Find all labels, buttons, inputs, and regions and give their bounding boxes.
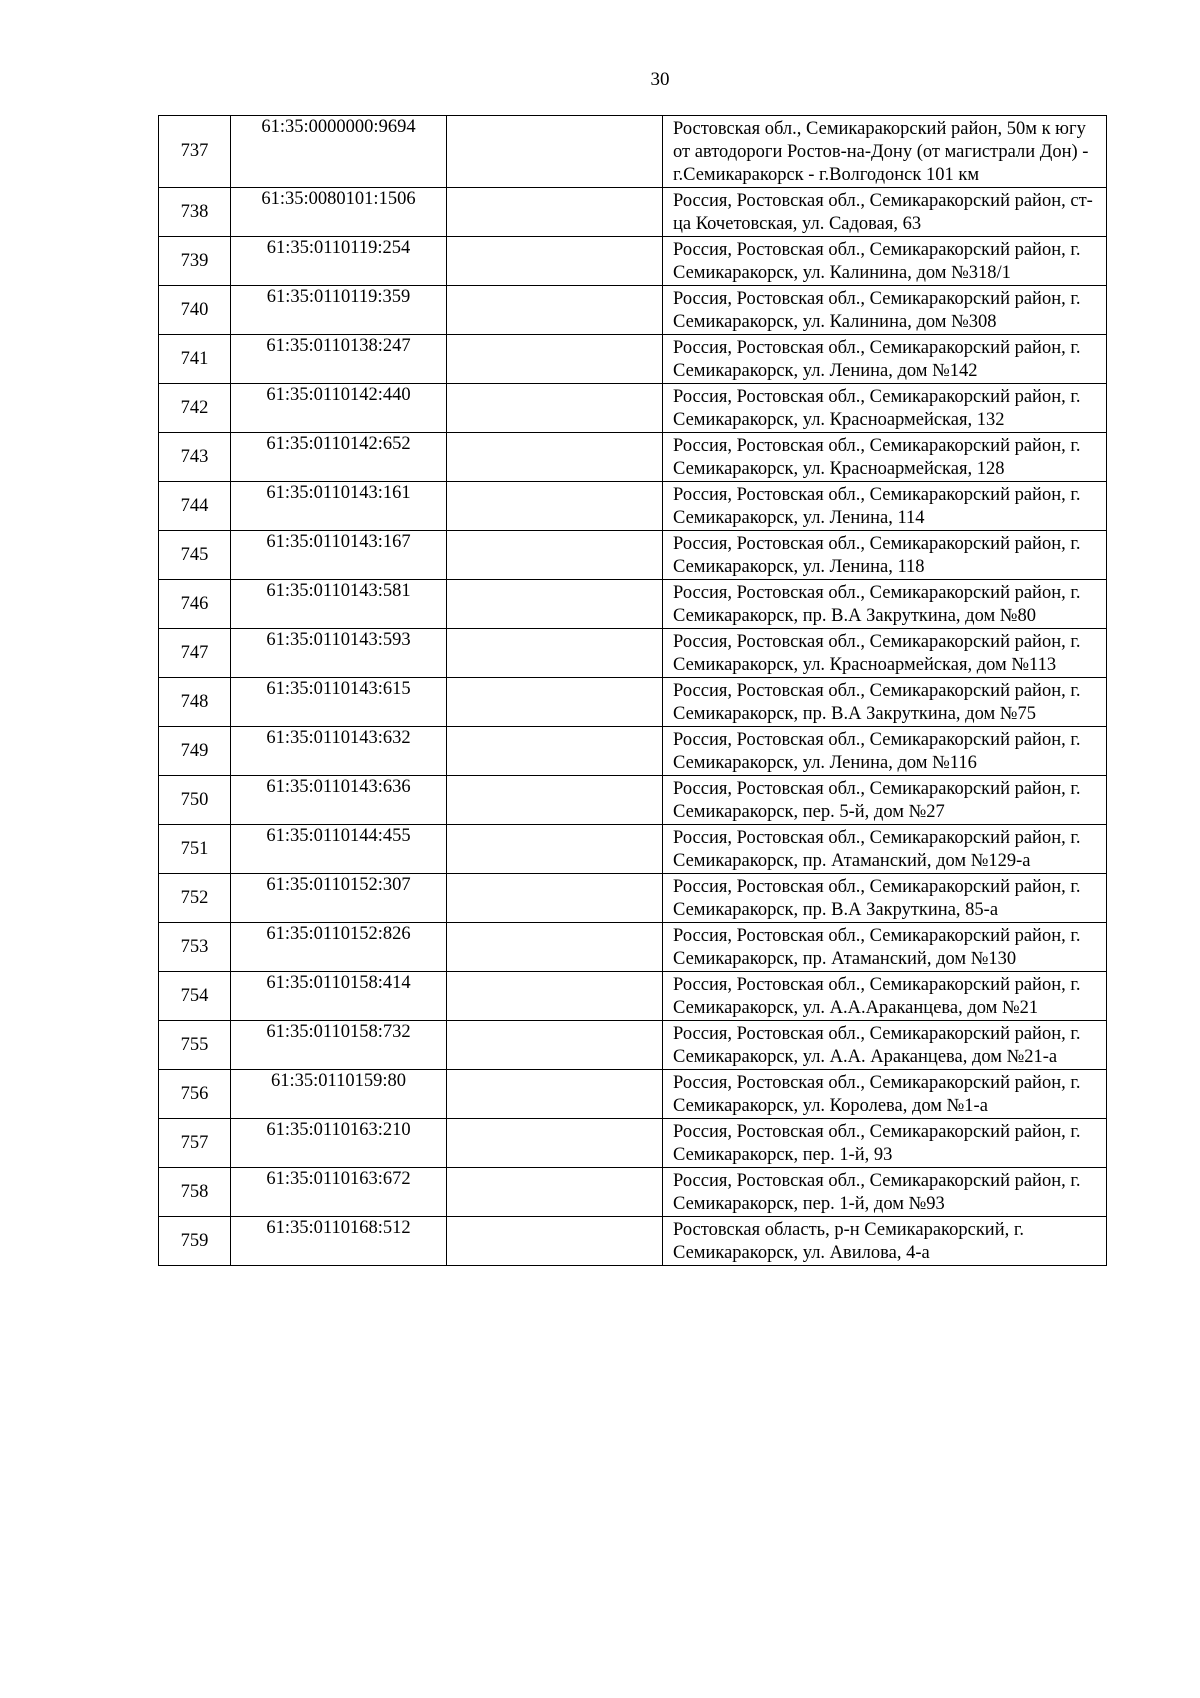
cadastral-number-cell: 61:35:0110143:581 bbox=[231, 580, 447, 629]
table-row bbox=[159, 727, 1107, 776]
row-number-cell: 758 bbox=[159, 1168, 231, 1217]
address-cell: Россия, Ростовская обл., Семикаракорский район, г. Семикаракорск, пр. Атаманский, дом №130 bbox=[663, 923, 1107, 972]
cadastral-number-cell: 61:35:0110143:593 bbox=[231, 629, 447, 678]
empty-cell bbox=[447, 237, 663, 286]
empty-cell bbox=[447, 482, 663, 531]
address-cell: Россия, Ростовская обл., Семикаракорский район, г. Семикаракорск, ул. Королева, дом №1-а bbox=[663, 1070, 1107, 1119]
table-row bbox=[159, 384, 1107, 433]
row-number-cell: 748 bbox=[159, 678, 231, 727]
cadastral-number-cell: 61:35:0080101:1506 bbox=[231, 188, 447, 237]
table-row bbox=[159, 482, 1107, 531]
empty-cell bbox=[447, 286, 663, 335]
empty-cell bbox=[447, 433, 663, 482]
cadastral-number-cell: 61:35:0110163:672 bbox=[231, 1168, 447, 1217]
table-row bbox=[159, 923, 1107, 972]
registry-table-body bbox=[159, 116, 1107, 1266]
row-number-cell: 755 bbox=[159, 1021, 231, 1070]
cadastral-number-cell: 61:35:0110152:307 bbox=[231, 874, 447, 923]
cadastral-number-cell: 61:35:0110119:359 bbox=[231, 286, 447, 335]
table-row bbox=[159, 1217, 1107, 1266]
page-number: 30 bbox=[650, 69, 670, 90]
row-number-cell: 741 bbox=[159, 335, 231, 384]
empty-cell bbox=[447, 1070, 663, 1119]
row-number-cell: 749 bbox=[159, 727, 231, 776]
empty-cell bbox=[447, 629, 663, 678]
address-cell: Россия, Ростовская обл., Семикаракорский район, г. Семикаракорск, пр. В.А Закруткина, дом №75 bbox=[663, 678, 1107, 727]
table-row bbox=[159, 825, 1107, 874]
cadastral-number-cell: 61:35:0110168:512 bbox=[231, 1217, 447, 1266]
cadastral-number-cell: 61:35:0110138:247 bbox=[231, 335, 447, 384]
address-cell: Россия, Ростовская обл., Семикаракорский район, г. Семикаракорск, пер. 5-й, дом №27 bbox=[663, 776, 1107, 825]
address-cell: Россия, Ростовская обл., Семикаракорский район, г. Семикаракорск, пер. 1-й, 93 bbox=[663, 1119, 1107, 1168]
row-number-cell: 739 bbox=[159, 237, 231, 286]
cadastral-number-cell: 61:35:0110143:636 bbox=[231, 776, 447, 825]
table-row bbox=[159, 188, 1107, 237]
cadastral-number-cell: 61:35:0110158:732 bbox=[231, 1021, 447, 1070]
address-cell: Россия, Ростовская обл., Семикаракорский район, г. Семикаракорск, ул. Красноармейская, дом №113 bbox=[663, 629, 1107, 678]
empty-cell bbox=[447, 972, 663, 1021]
row-number-cell: 753 bbox=[159, 923, 231, 972]
address-cell: Россия, Ростовская обл., Семикаракорский район, г. Семикаракорск, пер. 1-й, дом №93 bbox=[663, 1168, 1107, 1217]
address-cell: Россия, Ростовская обл., Семикаракорский район, г. Семикаракорск, ул. Красноармейская, 132 bbox=[663, 384, 1107, 433]
empty-cell bbox=[447, 384, 663, 433]
cadastral-number-cell: 61:35:0110119:254 bbox=[231, 237, 447, 286]
empty-cell bbox=[447, 580, 663, 629]
cadastral-number-cell: 61:35:0110142:440 bbox=[231, 384, 447, 433]
row-number-cell: 744 bbox=[159, 482, 231, 531]
address-cell: Россия, Ростовская обл., Семикаракорский район, г. Семикаракорск, ул. Ленина, 114 bbox=[663, 482, 1107, 531]
empty-cell bbox=[447, 923, 663, 972]
table-row bbox=[159, 678, 1107, 727]
row-number-cell: 740 bbox=[159, 286, 231, 335]
address-cell: Ростовская область, р-н Семикаракорский, г. Семикаракорск, ул. Авилова, 4-а bbox=[663, 1217, 1107, 1266]
table-row bbox=[159, 286, 1107, 335]
empty-cell bbox=[447, 874, 663, 923]
empty-cell bbox=[447, 825, 663, 874]
row-number-cell: 757 bbox=[159, 1119, 231, 1168]
empty-cell bbox=[447, 678, 663, 727]
address-cell: Россия, Ростовская обл., Семикаракорский район, г. Семикаракорск, ул. Красноармейская, 128 bbox=[663, 433, 1107, 482]
row-number-cell: 745 bbox=[159, 531, 231, 580]
row-number-cell: 759 bbox=[159, 1217, 231, 1266]
row-number-cell: 746 bbox=[159, 580, 231, 629]
empty-cell bbox=[447, 1168, 663, 1217]
table-row bbox=[159, 433, 1107, 482]
empty-cell bbox=[447, 727, 663, 776]
cadastral-number-cell: 61:35:0110143:161 bbox=[231, 482, 447, 531]
table-row bbox=[159, 874, 1107, 923]
row-number-cell: 750 bbox=[159, 776, 231, 825]
empty-cell bbox=[447, 1021, 663, 1070]
table-row bbox=[159, 1021, 1107, 1070]
cadastral-number-cell: 61:35:0110143:615 bbox=[231, 678, 447, 727]
address-cell: Россия, Ростовская обл., Семикаракорский район, г. Семикаракорск, ул. Ленина, дом №116 bbox=[663, 727, 1107, 776]
table-row bbox=[159, 1119, 1107, 1168]
row-number-cell: 743 bbox=[159, 433, 231, 482]
empty-cell bbox=[447, 531, 663, 580]
address-cell: Россия, Ростовская обл., Семикаракорский район, г. Семикаракорск, пр. Атаманский, дом №129-а bbox=[663, 825, 1107, 874]
table-row bbox=[159, 237, 1107, 286]
cadastral-number-cell: 61:35:0110158:414 bbox=[231, 972, 447, 1021]
row-number-cell: 752 bbox=[159, 874, 231, 923]
address-cell: Ростовская обл., Семикаракорский район, 50м к югу от автодороги Ростов-на-Дону (от магистрали Дон) - г.Семикаракорск - г.Волгодонск 101 км bbox=[663, 116, 1107, 188]
address-cell: Россия, Ростовская обл., Семикаракорский район, г. Семикаракорск, пр. В.А Закруткина, дом №80 bbox=[663, 580, 1107, 629]
address-cell: Россия, Ростовская обл., Семикаракорский район, г. Семикаракорск, ул. Калинина, дом №308 bbox=[663, 286, 1107, 335]
registry-table bbox=[158, 115, 1107, 1266]
table-row bbox=[159, 776, 1107, 825]
cadastral-number-cell: 61:35:0110163:210 bbox=[231, 1119, 447, 1168]
empty-cell bbox=[447, 1119, 663, 1168]
cadastral-number-cell: 61:35:0110159:80 bbox=[231, 1070, 447, 1119]
table-row bbox=[159, 335, 1107, 384]
row-number-cell: 747 bbox=[159, 629, 231, 678]
cadastral-number-cell: 61:35:0110144:455 bbox=[231, 825, 447, 874]
row-number-cell: 737 bbox=[159, 116, 231, 188]
address-cell: Россия, Ростовская обл., Семикаракорский район, г. Семикаракорск, пр. В.А Закруткина, 85-а bbox=[663, 874, 1107, 923]
table-row bbox=[159, 116, 1107, 188]
empty-cell bbox=[447, 188, 663, 237]
cadastral-number-cell: 61:35:0110143:167 bbox=[231, 531, 447, 580]
row-number-cell: 742 bbox=[159, 384, 231, 433]
address-cell: Россия, Ростовская обл., Семикаракорский район, г. Семикаракорск, ул. Ленина, 118 bbox=[663, 531, 1107, 580]
empty-cell bbox=[447, 116, 663, 188]
row-number-cell: 751 bbox=[159, 825, 231, 874]
empty-cell bbox=[447, 776, 663, 825]
row-number-cell: 754 bbox=[159, 972, 231, 1021]
table-row bbox=[159, 531, 1107, 580]
row-number-cell: 738 bbox=[159, 188, 231, 237]
table-row bbox=[159, 1070, 1107, 1119]
empty-cell bbox=[447, 1217, 663, 1266]
address-cell: Россия, Ростовская обл., Семикаракорский район, ст-ца Кочетовская, ул. Садовая, 63 bbox=[663, 188, 1107, 237]
address-cell: Россия, Ростовская обл., Семикаракорский район, г. Семикаракорск, ул. А.А.Араканцева, дом №21 bbox=[663, 972, 1107, 1021]
empty-cell bbox=[447, 335, 663, 384]
address-cell: Россия, Ростовская обл., Семикаракорский район, г. Семикаракорск, ул. Калинина, дом №318/1 bbox=[663, 237, 1107, 286]
address-cell: Россия, Ростовская обл., Семикаракорский район, г. Семикаракорск, ул. Ленина, дом №142 bbox=[663, 335, 1107, 384]
address-cell: Россия, Ростовская обл., Семикаракорский район, г. Семикаракорск, ул. А.А. Араканцева, дом №21-а bbox=[663, 1021, 1107, 1070]
cadastral-number-cell: 61:35:0110143:632 bbox=[231, 727, 447, 776]
row-number-cell: 756 bbox=[159, 1070, 231, 1119]
cadastral-number-cell: 61:35:0110142:652 bbox=[231, 433, 447, 482]
table-row bbox=[159, 1168, 1107, 1217]
table-row bbox=[159, 972, 1107, 1021]
table-row bbox=[159, 629, 1107, 678]
cadastral-number-cell: 61:35:0000000:9694 bbox=[231, 116, 447, 188]
table-row bbox=[159, 580, 1107, 629]
cadastral-number-cell: 61:35:0110152:826 bbox=[231, 923, 447, 972]
